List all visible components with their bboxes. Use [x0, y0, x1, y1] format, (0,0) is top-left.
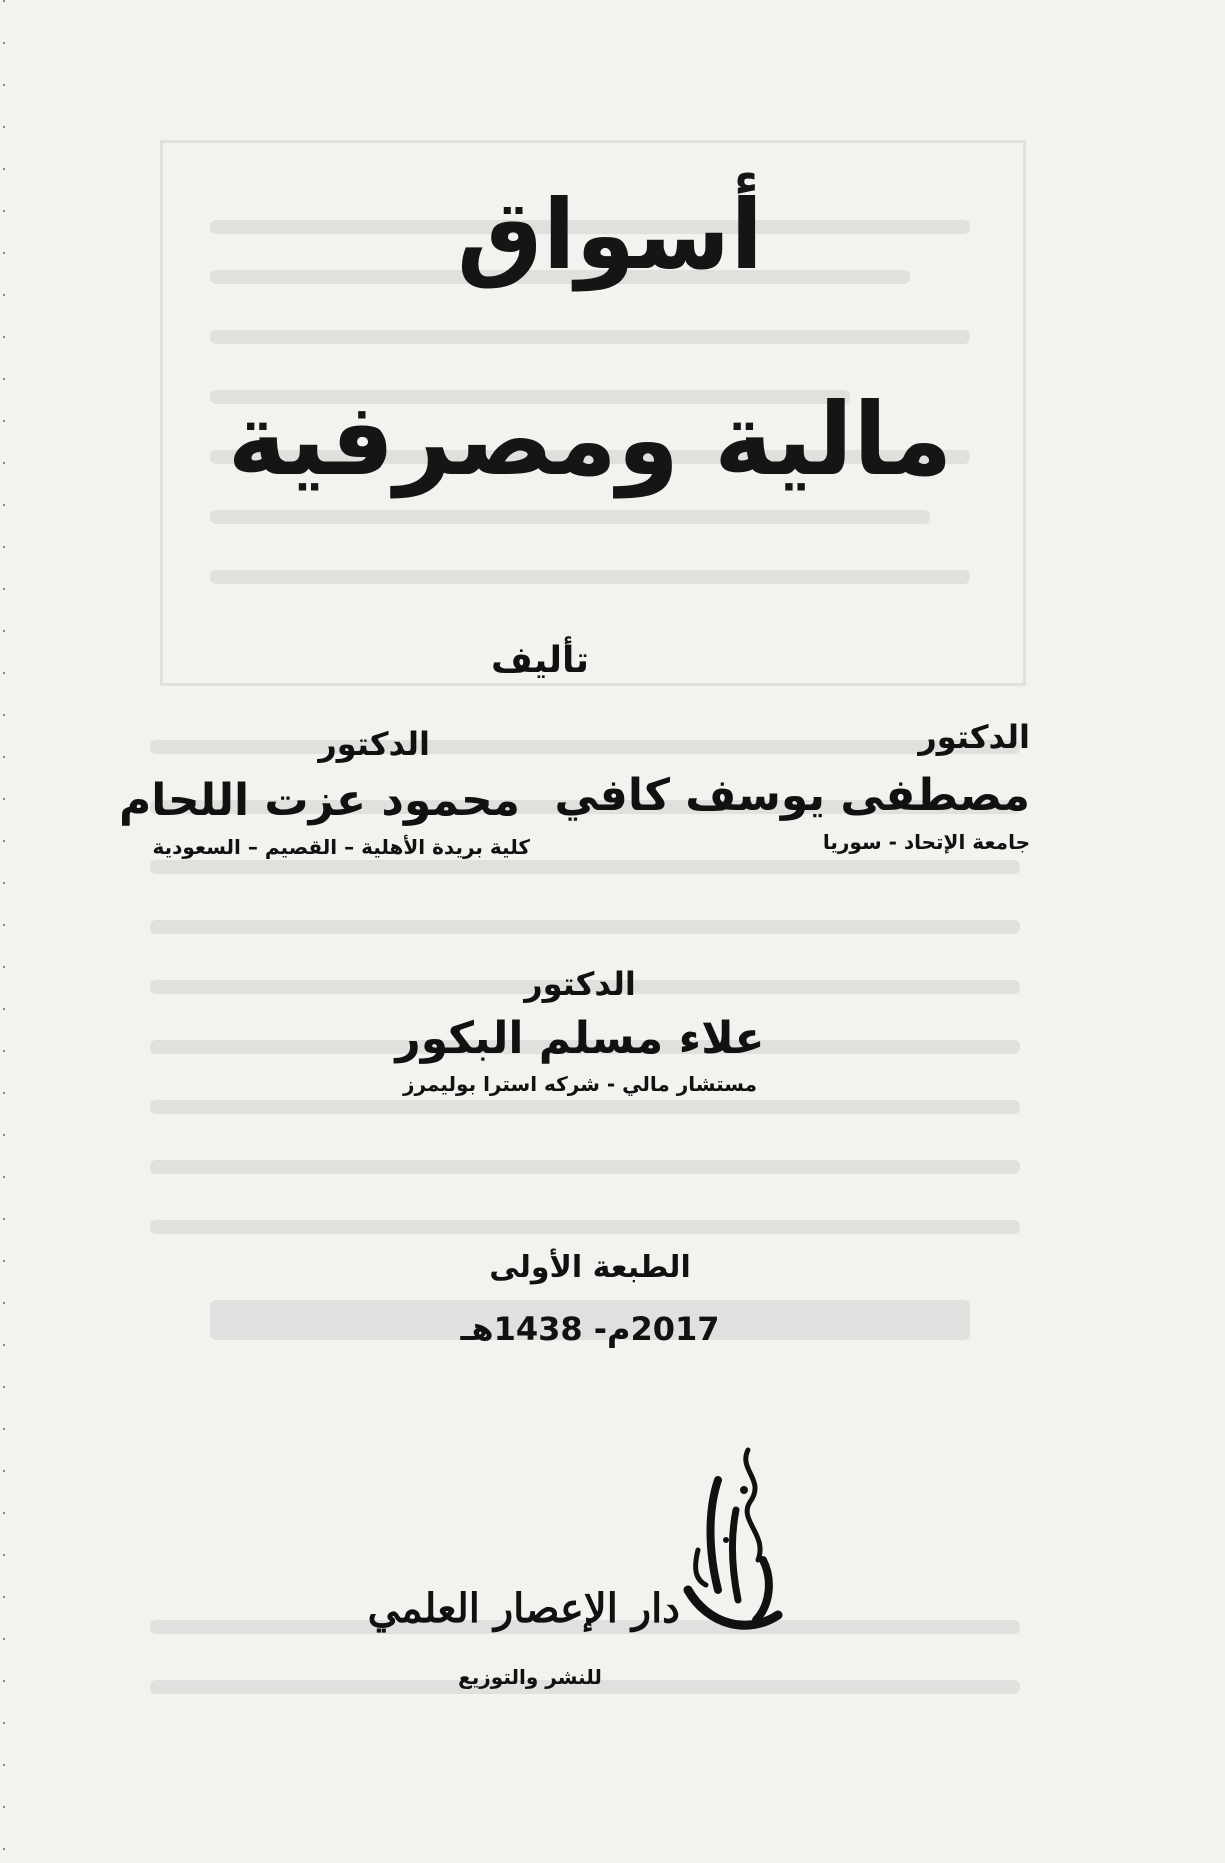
- book-title-line-2: مالية ومصرفية: [227, 381, 953, 498]
- publisher-name: دار الإعصار العلمي: [367, 1585, 680, 1632]
- author-3-affiliation: مستشار مالي - شركه استرا بوليمرز: [403, 1072, 757, 1096]
- author-2-title: الدكتور: [318, 725, 430, 763]
- author-1-name: مصطفى يوسف كافي: [554, 770, 1030, 821]
- page-edge-marks: [3, 0, 5, 1863]
- publisher-tagline: للنشر والتوزيع: [458, 1665, 602, 1689]
- edition-label: الطبعة الأولى: [489, 1250, 691, 1285]
- author-3-title: الدكتور: [524, 965, 636, 1003]
- author-1-title: الدكتور: [918, 718, 1030, 756]
- book-title-line-1: أسواق: [456, 179, 764, 291]
- author-1-affiliation: جامعة الإتحاد - سوريا: [822, 830, 1030, 854]
- author-2-name: محمود عزت اللحام: [119, 775, 520, 826]
- author-2-affiliation: كلية بريدة الأهلية – القصيم – السعودية: [152, 835, 530, 859]
- edition-date: 2017م- 1438هـ: [460, 1310, 720, 1348]
- author-3-name: علاء مسلم البكور: [395, 1013, 765, 1064]
- authored-by-label: تأليف: [490, 640, 590, 681]
- calligraphy-emblem-icon: [678, 1440, 788, 1640]
